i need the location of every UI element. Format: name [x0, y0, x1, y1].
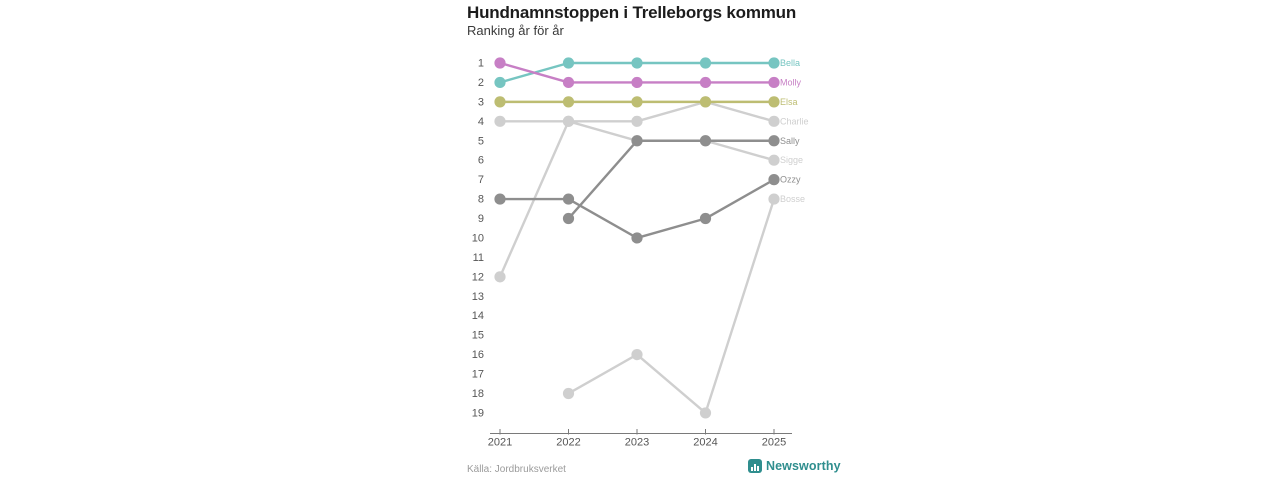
- rank-tick-label: 14: [471, 310, 484, 323]
- series-dot: [563, 193, 574, 204]
- rank-tick-label: 18: [471, 387, 484, 400]
- series-segment: [706, 180, 775, 219]
- rank-tick-label: 17: [471, 368, 484, 381]
- series-dot: [631, 232, 642, 243]
- series-dot: [563, 388, 574, 399]
- series-dot: [563, 57, 574, 68]
- series-dot: [631, 349, 642, 360]
- series-segment: [706, 102, 775, 121]
- newsworthy-logo-icon: [748, 459, 762, 473]
- series-end-label: Molly: [780, 77, 802, 88]
- rank-tick-label: 11: [472, 251, 484, 264]
- series-dot: [494, 57, 505, 68]
- series-dot: [563, 77, 574, 88]
- series-dot: [768, 77, 779, 88]
- series-segment: [569, 199, 638, 238]
- series-end-label: Ozzy: [780, 174, 801, 185]
- series-dot: [768, 193, 779, 204]
- rank-tick-label: 3: [477, 96, 484, 109]
- series-segment: [706, 141, 775, 160]
- series-dot: [768, 57, 779, 68]
- rank-tick-label: 12: [471, 271, 484, 284]
- series-segment: [706, 199, 775, 413]
- series-dot: [494, 193, 505, 204]
- rank-tick-label: 10: [471, 232, 484, 245]
- series-dot: [700, 96, 711, 107]
- rank-tick-label: 9: [477, 213, 484, 226]
- rank-tick-label: 1: [477, 57, 484, 70]
- series-segment: [569, 355, 638, 394]
- series-end-label: Bella: [780, 58, 801, 68]
- series-segment: [637, 102, 706, 121]
- chart-title: Hundnamnstoppen i Trelleborgs kommun: [467, 3, 797, 22]
- rank-tick-label: 13: [471, 290, 484, 303]
- rank-tick-label: 19: [471, 407, 484, 420]
- bump-chart-canvas: [440, 45, 840, 457]
- series-dot: [631, 116, 642, 127]
- x-axis-tick-label: 2021: [487, 436, 513, 449]
- rank-tick-label: 4: [477, 115, 484, 128]
- series-dot: [700, 135, 711, 146]
- series-dot: [700, 407, 711, 418]
- rank-tick-label: 2: [477, 76, 484, 89]
- x-axis-tick-label: 2022: [556, 436, 581, 449]
- series-dot: [563, 116, 574, 127]
- series-dot: [563, 96, 574, 107]
- series-segment: [637, 219, 706, 238]
- series-end-label: Bosse: [780, 194, 806, 205]
- series-end-label: Sigge: [780, 155, 804, 166]
- rank-tick-label: 8: [477, 193, 484, 206]
- series-end-label: Charlie: [780, 116, 809, 127]
- series-dot: [563, 213, 574, 224]
- series-dot: [768, 135, 779, 146]
- series-segment: [569, 141, 638, 219]
- x-axis-tick-label: 2024: [693, 436, 718, 449]
- series-segment: [569, 121, 638, 140]
- series-end-label: Sally: [780, 135, 800, 146]
- series-dot: [631, 135, 642, 146]
- series-dot: [494, 271, 505, 282]
- newsworthy-wordmark: Newsworthy: [766, 459, 841, 473]
- series-dot: [700, 57, 711, 68]
- series-dot: [768, 174, 779, 185]
- rank-tick-label: 7: [477, 174, 484, 187]
- series-dot: [494, 77, 505, 88]
- series-dot: [768, 116, 779, 127]
- x-axis-tick-label: 2023: [624, 436, 650, 449]
- series-dot: [494, 116, 505, 127]
- rank-tick-label: 15: [471, 329, 484, 342]
- series-end-label: Elsa: [780, 96, 798, 107]
- series-dot: [700, 213, 711, 224]
- series-dot: [768, 96, 779, 107]
- series-dot: [768, 155, 779, 166]
- rank-tick-label: 16: [471, 349, 484, 362]
- rank-tick-label: 6: [477, 154, 484, 167]
- chart-subtitle: Ranking år för år: [467, 23, 564, 38]
- series-dot: [494, 96, 505, 107]
- series-dot: [631, 57, 642, 68]
- x-axis-tick-label: 2025: [761, 436, 787, 449]
- rank-tick-label: 5: [477, 135, 484, 148]
- newsworthy-brand-link[interactable]: [748, 459, 841, 473]
- source-note: Källa: Jordbruksverket: [467, 464, 566, 475]
- series-dot: [631, 96, 642, 107]
- series-dot: [631, 77, 642, 88]
- series-segment: [637, 355, 706, 413]
- series-dot: [700, 77, 711, 88]
